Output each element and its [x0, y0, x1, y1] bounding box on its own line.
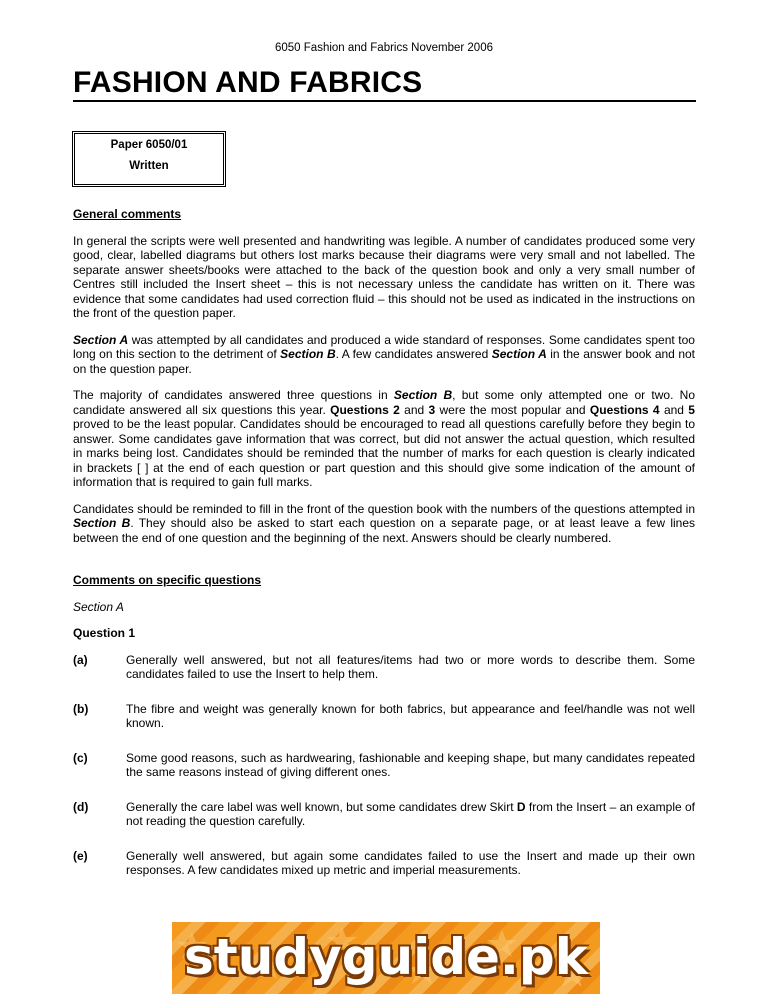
general-paragraph-1: In general the scripts were well presented and handwriting was legible. A number of candidates produced some very good, clear, labelled diagrams but others lost marks because their diagrams were very small and not labelled. The separate answer sheets/books were attached to the back of the question book and only a very small number of Centres still included the Insert sheet – this is not necessary unless the candidate has written on it. There was evidence that some candidates had used correction fluid – this should not be used as indicated in the instructions on the front of the question paper. — [73, 233, 695, 320]
item-label: (a) — [73, 652, 88, 667]
item-text: The fibre and weight was generally known for both fabrics, but appearance and feel/handle was not well known. — [126, 701, 695, 730]
studyguide-logo — [172, 922, 600, 994]
specific-comments-heading: Comments on specific questions — [73, 573, 262, 587]
section-a-heading: Section A — [73, 599, 124, 614]
general-paragraph-4: Candidates should be reminded to fill in the front of the question book with the numbers of the questions attempted in Section B. They should also be asked to start each question on a separate page, or at least leave a few lines between the end of one question and the beginning of the next. Answers should be clearly numbered. — [73, 501, 695, 545]
paper-type: Written — [129, 160, 169, 172]
question-item-e — [73, 849, 695, 878]
general-paragraph-3: The majority of candidates answered three questions in Section B, but some only attempted one or two. No candidate answered all six questions this year. Questions 2 and 3 were the most popular and Questions 4 and 5 proved to be the least popular. Candidates should be encouraged to read all questions carefully before they begin to answer. Some candidates gave information that was correct, but did not answer the actual question, which resulted in marks being lost. Candidates should be reminded that the number of marks for each question is clearly indicated in brackets [ ] at the end of each question or part question and this should give some indication of the amount of information that is required to gain full marks. — [73, 388, 695, 489]
item-text: Some good reasons, such as hardwearing, fashionable and keeping shape, but many candidates repeated the same reasons instead of giving different ones. — [126, 750, 695, 779]
item-label: (d) — [73, 799, 89, 814]
paper-code: Paper 6050/01 — [110, 139, 188, 151]
item-text: Generally well answered, but not all features/items had two or more words to describe them. Some candidates failed to use the Insert to help them. — [126, 652, 695, 681]
item-label: (b) — [73, 701, 89, 716]
item-text: Generally well answered, but again some candidates failed to use the Insert and made up their own responses. A few candidates mixed up metric and imperial measurements. — [126, 848, 695, 877]
general-comments-heading: General comments — [73, 207, 182, 221]
question-item-a — [73, 653, 695, 682]
item-label: (e) — [73, 848, 88, 863]
running-header: 6050 Fashion and Fabrics November 2006 — [275, 42, 493, 54]
item-text: Generally the care label was well known, but some candidates drew Skirt D from the Insert – an example of not reading the question carefully. — [126, 799, 695, 828]
question-item-b — [73, 702, 695, 731]
question-item-d — [73, 800, 695, 829]
general-paragraph-2: Section A was attempted by all candidates and produced a wide standard of responses. Some candidates spent too long on this section to the detriment of Section B. A few candidates answered Section A in the answer book and not on the question paper. — [73, 332, 696, 376]
report-body — [73, 207, 695, 878]
paper-info-box — [72, 131, 226, 187]
logo-text: studyguide.pk — [184, 928, 588, 986]
document-title: FASHION AND FABRICS — [73, 66, 423, 99]
question-item-c — [73, 751, 695, 780]
question-1-heading: Question 1 — [73, 626, 136, 640]
title-underline — [73, 100, 696, 102]
item-label: (c) — [73, 750, 88, 765]
